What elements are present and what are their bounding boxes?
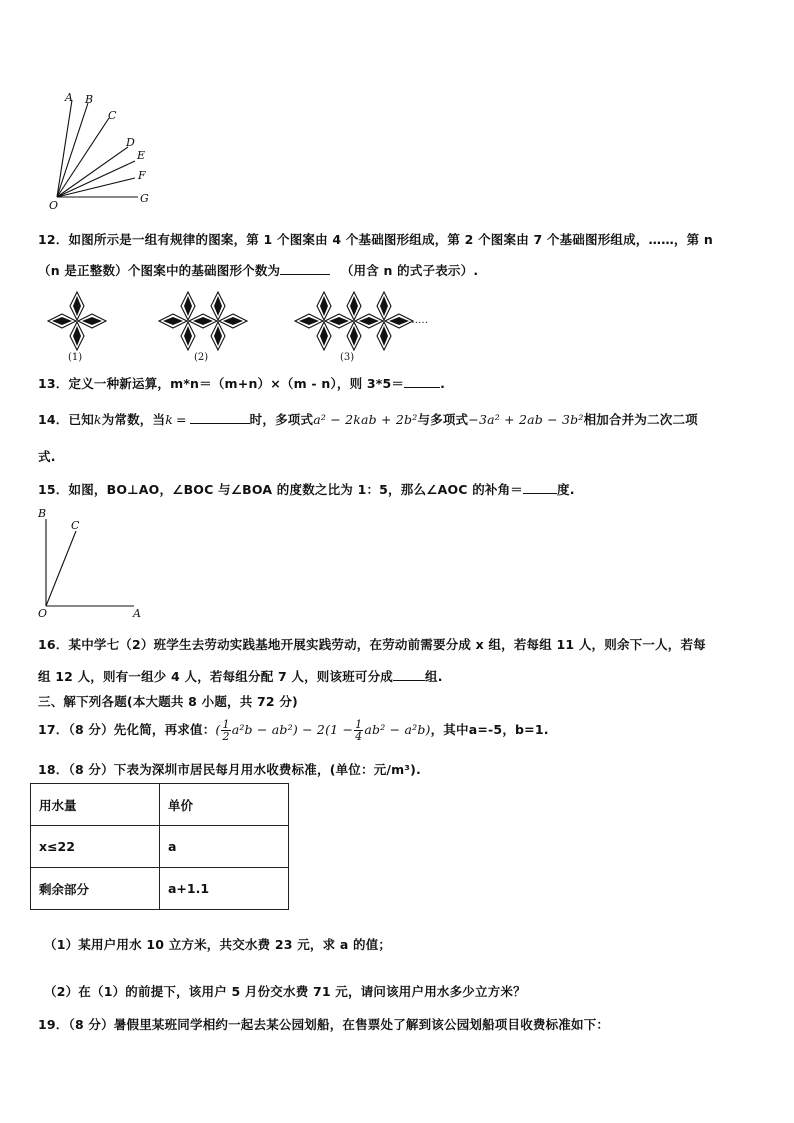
ellipsis: ……	[408, 315, 428, 326]
q17-paren: (	[215, 722, 221, 737]
q17-frac1-den: 2	[222, 730, 230, 743]
pattern-3	[295, 292, 413, 350]
water-fee-table	[30, 783, 289, 910]
label-B: B	[38, 507, 47, 520]
q18-sub2: （2）在（1）的前提下，该用户 5 月份交水费 71 元，请问该用户用水多少立方米？	[44, 984, 526, 999]
q12-line1: 12．如图所示是一组有规律的图案，第 1 个图案由 4 个基础图形组成，第 2 个图案由 7 个基础图形组成，……，第 n	[38, 232, 713, 247]
q14-line1	[38, 410, 698, 428]
q16-answer-blank	[393, 668, 425, 681]
table-row	[31, 826, 289, 868]
rays-figure	[40, 85, 170, 210]
label-D: D	[126, 136, 135, 149]
label-A: A	[133, 607, 141, 620]
q15-text: 15．如图，BO⊥AO，∠BOC 与∠BOA 的度数之比为 1：5，那么∠AOC 的补角＝	[38, 482, 523, 497]
q18-sub1: （1）某用户用水 10 立方米，共交水费 23 元，求 a 的值；	[44, 937, 392, 952]
q15-answer-blank	[523, 481, 557, 494]
pattern-1	[48, 292, 106, 350]
header-price: 单价	[160, 784, 289, 826]
q16-line2	[38, 667, 443, 685]
q17-frac2-num: 1	[355, 718, 363, 731]
q14-text-e: 相加合并为二次二项	[583, 412, 698, 427]
q17-text-b: ，其中	[430, 722, 469, 737]
q17-frac1-num: 1	[222, 718, 230, 731]
label-O: O	[49, 199, 59, 210]
table-header-row	[31, 784, 289, 826]
q14-line2: 式.	[38, 449, 56, 464]
q15-tail: 度.	[557, 482, 575, 497]
q14-text-a: 14．已知	[38, 412, 94, 427]
q13-line	[38, 374, 445, 392]
q18-title: 18．（8 分）下表为深圳市居民每月用水收费标准，(单位：元/m³).	[38, 762, 421, 777]
q13-answer-blank	[404, 375, 440, 388]
q14-k2: k	[165, 412, 173, 427]
label-F: F	[138, 169, 146, 182]
q14-k1: k	[93, 412, 102, 427]
q13-text: 13．定义一种新运算，m*n＝（m+n）×（m - n），则 3*5＝	[38, 376, 405, 391]
cell-usage: x≤22	[31, 826, 160, 868]
cell-price: a	[160, 826, 289, 868]
q14-eq: =	[175, 412, 187, 427]
q14-poly2: −3a² + 2ab − 3b²	[468, 412, 584, 427]
q17-frac-quarter	[354, 719, 363, 742]
q12-line2	[38, 261, 478, 279]
q17-frac-half	[221, 719, 230, 742]
table-row	[31, 868, 289, 910]
header-usage: 用水量	[31, 784, 160, 826]
q14-text-d: 与多项式	[417, 412, 469, 427]
pattern-figure	[40, 290, 440, 362]
q17-term2: ab² − a²b)	[364, 722, 431, 737]
pattern-2	[159, 292, 247, 350]
q17-term1: a²b − ab²) − 2(1 −	[231, 722, 354, 737]
caption-3: (3)	[340, 352, 355, 362]
caption-2: (2)	[194, 352, 209, 362]
cell-usage: 剩余部分	[31, 868, 160, 910]
caption-1: (1)	[68, 352, 83, 362]
q17-line	[38, 719, 549, 742]
q16-line1: 16．某中学七（2）班学生去劳动实践基地开展实践劳动，在劳动前需要分成 x 组，若每组 11 人，则余下一人，若每	[38, 637, 706, 652]
q14-text-b: 为常数，当	[101, 412, 166, 427]
q14-text-c: 时，多项式	[249, 412, 314, 427]
q17-condition: a=-5，b=1.	[468, 722, 549, 737]
q16-tail: 组.	[425, 669, 443, 684]
label-B: B	[85, 93, 94, 106]
q19-line: 19．（8 分）暑假里某班同学相约一起去某公园划船，在售票处了解到该公园划船项目收费标准如下：	[38, 1017, 610, 1032]
label-A: A	[65, 91, 73, 104]
q17-frac2-den: 4	[355, 730, 363, 743]
q12-line2-text: （n 是正整数）个图案中的基础图形个数为	[38, 263, 281, 278]
q17-text: 17．（8 分）先化简，再求值：	[38, 722, 216, 737]
angle-figure	[34, 505, 154, 620]
q12-line2-tail: （用含 n 的式子表示）.	[340, 263, 479, 278]
q16-text: 组 12 人，则有一组少 4 人，若每组分配 7 人，则该班可分成	[38, 669, 394, 684]
q14-answer-blank	[190, 411, 250, 424]
q13-tail: .	[440, 376, 446, 391]
section-title: 三、解下列各题(本大题共 8 小题，共 72 分)	[38, 694, 298, 709]
label-O: O	[38, 607, 48, 620]
label-G: G	[140, 192, 149, 205]
q14-poly1: a² − 2kab + 2b²	[313, 412, 418, 427]
label-C: C	[108, 109, 117, 122]
label-E: E	[137, 149, 146, 162]
label-C: C	[71, 519, 80, 532]
cell-price: a+1.1	[160, 868, 289, 910]
q12-answer-blank	[280, 262, 330, 275]
q15-line	[38, 480, 575, 498]
